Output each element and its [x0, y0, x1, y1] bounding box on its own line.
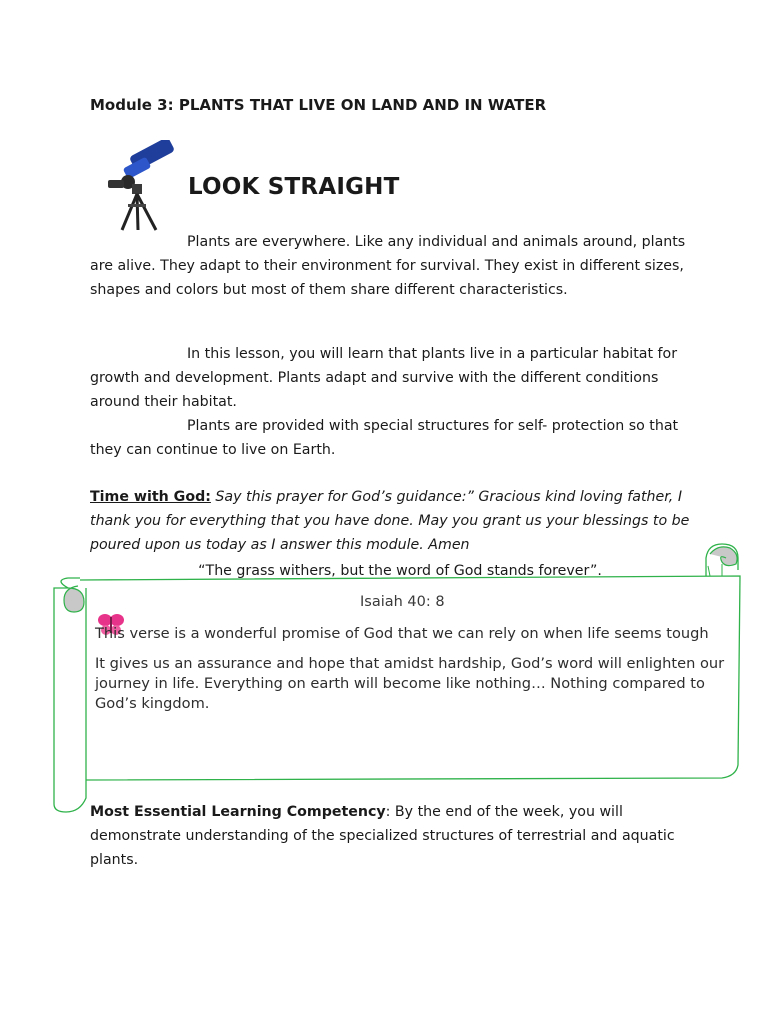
section-title: LOOK STRAIGHT [188, 174, 400, 200]
paragraph-structures-text: Plants are provided with special structures for self- protection so that they can continue to live on Earth. [90, 418, 679, 458]
paragraph-lesson-text: In this lesson, you will learn that plants live in a particular habitat for growth and development. Plants adapt and survive with the different conditions around their habitat. [90, 346, 678, 410]
learning-competency [90, 800, 690, 872]
prayer-text: Say this prayer for God’s guidance:” Gracious kind loving father, I thank you for everything that you have done. May you grant us your blessings to be poured upon us today as I answer this module. Amen [90, 489, 690, 553]
learning-competency-label: Most Essential Learning Competency [90, 804, 386, 820]
telescope-icon [100, 140, 176, 232]
module-title: Module 3: PLANTS THAT LIVE ON LAND AND IN WATER [90, 96, 547, 114]
paragraph-lesson [90, 342, 690, 414]
verse-reference: Isaiah 40: 8 [360, 594, 445, 610]
paragraph-intro-text: Plants are everywhere. Like any individual and animals around, plants are alive. They adapt to their environment for survival. They exist in different sizes, shapes and colors but most of them share different characteristics. [90, 234, 686, 298]
paragraph-intro [90, 230, 690, 302]
verse-explanation-line2: It gives us an assurance and hope that amidst hardship, God’s word will enlighten our journey in life. Everything on earth will become like nothing… Nothing compared to God’s kingdom. [95, 655, 725, 712]
verse-explanation-line1: This verse is a wonderful promise of God that we can rely on when life seems tough [95, 625, 709, 642]
paragraph-structures [90, 414, 690, 462]
prayer-label: Time with God: [90, 489, 211, 505]
verse-quote: “The grass withers, but the word of God stands forever”. [198, 563, 602, 579]
learning-competency-text: : By the end of the week, you will demonstrate understanding of the specialized structures of terrestrial and aquatic plants. [90, 804, 675, 868]
